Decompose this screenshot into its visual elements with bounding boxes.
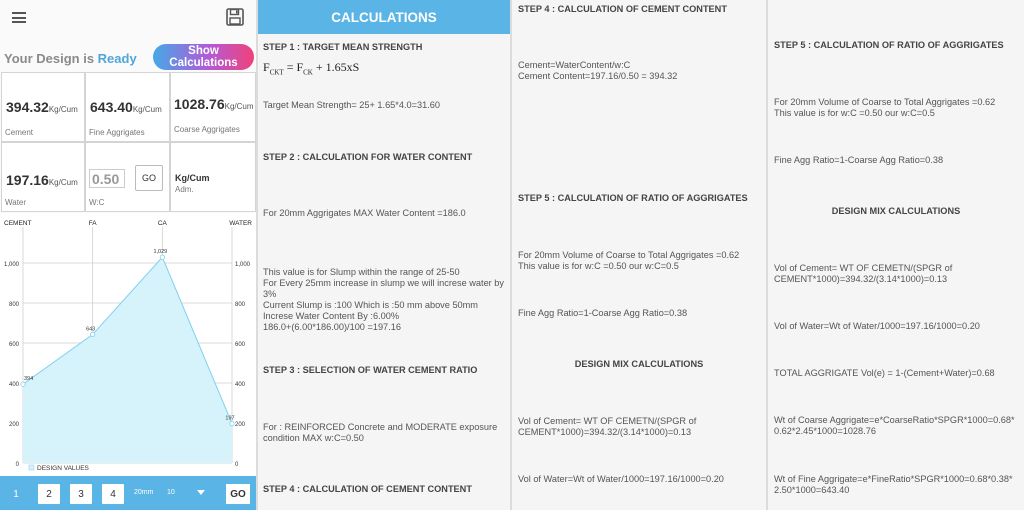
menu-icon[interactable]: [12, 12, 26, 23]
design-mix-fine-weight: Wt of Fine Aggrigate=e*FineRatio*SPGR*1000=0.68*0.38*2.50*1000=643.40: [774, 474, 1013, 495]
wc-label: W:C: [89, 198, 105, 207]
step-5-coarse-ratio-cont: For 20mm Volume of Coarse to Total Aggrigates =0.62 This value is for w:C =0.50 our w:C=0.5: [774, 97, 996, 118]
dropdown-arrow-icon[interactable]: [197, 490, 205, 495]
fine-aggregates-value: 643.40Kg/Cum: [90, 99, 162, 115]
y-tick-right: 800: [235, 302, 246, 308]
step-5-fine-ratio-cont: Fine Agg Ratio=1-Coarse Agg Ratio=0.38: [774, 155, 944, 165]
data-point: [230, 421, 234, 425]
data-label: 643: [86, 326, 96, 333]
step-2-max-water: For 20mm Aggrigates MAX Water Content =186.0: [263, 208, 466, 218]
design-values-chart: [0, 213, 256, 476]
fine-aggregates-label: Fine Aggrigates: [89, 128, 145, 137]
water-cell: [1, 142, 85, 212]
design-mix-title: DESIGN MIX CALCULATIONS: [574, 359, 704, 369]
step-2-title: STEP 2 : CALCULATION FOR WATER CONTENT: [263, 152, 473, 162]
coarse-aggregates-value: 1028.76Kg/Cum: [174, 96, 254, 112]
water-label: Water: [5, 198, 27, 207]
page-4-button[interactable]: 4: [102, 484, 124, 504]
design-mix-cement-volume-cont: Vol of Cement= WT OF CEMETN/(SPGR of CEMENT*1000)=394.32/(3.14*1000)=0.13: [774, 263, 953, 284]
wc-input[interactable]: [89, 169, 125, 188]
data-point: [21, 382, 25, 386]
design-status-text: [4, 51, 137, 66]
data-label: 1,029: [153, 249, 168, 256]
y-tick-left: 800: [8, 302, 19, 308]
x-category-label: CEMENT: [4, 220, 32, 227]
design-panel: [0, 0, 256, 510]
y-tick-right: 200: [235, 422, 246, 428]
y-tick-right: 400: [235, 382, 246, 388]
design-chart: [0, 213, 256, 476]
design-mix-water-volume: Vol of Water=Wt of Water/1000=197.16/1000=0.20: [518, 474, 724, 484]
aggregate-size: 20mm: [134, 489, 154, 496]
area-fill: [23, 257, 235, 463]
data-point: [160, 255, 164, 259]
wc-cell: [85, 142, 170, 212]
y-tick-right: 1,000: [235, 262, 251, 268]
step-5-title-cont: STEP 5 : CALCULATION OF RATIO OF AGGRIGATES: [774, 40, 1004, 50]
legend-label: DESIGN VALUES: [37, 465, 89, 472]
target-strength-formula: $F_{CKT} = F_{CK} + 1.65xS$: [263, 60, 360, 77]
step-5-title: STEP 5 : CALCULATION OF RATIO OF AGGRIGATES: [518, 193, 748, 203]
data-label: 394: [24, 376, 34, 383]
slump-select-value[interactable]: 10: [167, 489, 175, 496]
cement-label: Cement: [5, 128, 34, 137]
x-category-label: WATER: [229, 220, 252, 227]
coarse-aggregates-label: Coarse Aggrigates: [174, 125, 240, 134]
x-category-label: FA: [88, 220, 97, 227]
cement-cell: [1, 72, 85, 142]
step-3-title: STEP 3 : SELECTION OF WATER CEMENT RATIO: [263, 365, 478, 375]
bottom-bar: [0, 476, 256, 510]
water-value: 197.16Kg/Cum: [6, 172, 78, 188]
cement-value: 394.32Kg/Cum: [6, 99, 78, 115]
step-1-text: Target Mean Strength= 25+ 1.65*4.0=31.60: [263, 100, 440, 110]
step-4-text: Cement=WaterContent/w:C Cement Content=197.16/0.50 = 394.32: [518, 60, 678, 81]
step-3-text: For : REINFORCED Concrete and MODERATE exposure condition MAX w:C=0.50: [263, 422, 498, 443]
data-point: [90, 332, 94, 336]
calculations-panel-1: [258, 0, 510, 510]
calculations-panel-3: [768, 0, 1024, 510]
status-prefix: Your Design is: [4, 51, 98, 66]
y-tick-left: 1,000: [3, 262, 19, 268]
design-mix-title-cont: DESIGN MIX CALCULATIONS: [831, 206, 961, 216]
data-label: 197: [225, 415, 235, 422]
y-tick-left: 0: [15, 462, 19, 468]
top-bar: [0, 0, 256, 36]
step-5-coarse-ratio: For 20mm Volume of Coarse to Total Aggrigates =0.62 This value is for w:C =0.50 our w:C=0.5: [518, 250, 740, 271]
calculations-panel-2: [512, 0, 766, 510]
x-category-label: CA: [157, 220, 167, 227]
step-5-fine-ratio: Fine Agg Ratio=1-Coarse Agg Ratio=0.38: [518, 308, 688, 318]
step-4-title-cont: STEP 4 : CALCULATION OF CEMENT CONTENT: [518, 4, 727, 14]
design-mix-water-volume-cont: Vol of Water=Wt of Water/1000=197.16/1000=0.20: [774, 321, 980, 331]
design-mix-total-aggregate: TOTAL AGGRIGATE Vol(e) = 1-(Cement+Water)=0.68: [774, 368, 995, 378]
admixture-unit: Kg/Cum: [175, 173, 210, 183]
y-tick-right: 600: [235, 342, 246, 348]
coarse-aggregates-cell: [170, 72, 256, 142]
status-ready: Ready: [97, 51, 137, 66]
admixture-cell: [170, 142, 256, 212]
step-4-title: STEP 4 : CALCULATION OF CEMENT CONTENT: [263, 484, 472, 494]
y-tick-left: 200: [8, 422, 19, 428]
save-icon[interactable]: [226, 8, 244, 26]
calculations-header: CALCULATIONS: [258, 0, 510, 34]
step-2-slump-text: This value is for Slump within the range of 25-50 For Every 25mm increase in slump we will increse water by 3% Current Slump is :100 Which is :50 mm above 50mm Increse Water Content By :6.00% 186.0+(6.00*186.00)/100 =197.16: [263, 267, 504, 332]
bottom-go-button[interactable]: GO: [226, 484, 250, 504]
design-mix-cement-volume: Vol of Cement= WT OF CEMETN/(SPGR of CEMENT*1000)=394.32/(3.14*1000)=0.13: [518, 416, 697, 437]
y-tick-right: 0: [235, 462, 239, 468]
show-calculations-button[interactable]: Show Calculations: [153, 44, 254, 70]
y-tick-left: 600: [8, 342, 19, 348]
page-2-button[interactable]: 2: [38, 484, 60, 504]
fine-aggregates-cell: [85, 72, 170, 142]
step-1-title: STEP 1 : TARGET MEAN STRENGTH: [263, 42, 423, 52]
ready-row: [0, 44, 256, 74]
admixture-label: Adm.: [175, 185, 194, 194]
design-mix-coarse-weight: Wt of Coarse Aggrigate=e*CoarseRatio*SPGR*1000=0.68*0.62*2.45*1000=1028.76: [774, 415, 1015, 436]
page-1-button[interactable]: 1: [5, 484, 27, 504]
wc-go-button[interactable]: GO: [135, 165, 163, 191]
page-3-button[interactable]: 3: [70, 484, 92, 504]
legend-swatch: [29, 465, 34, 470]
y-tick-left: 400: [8, 382, 19, 388]
